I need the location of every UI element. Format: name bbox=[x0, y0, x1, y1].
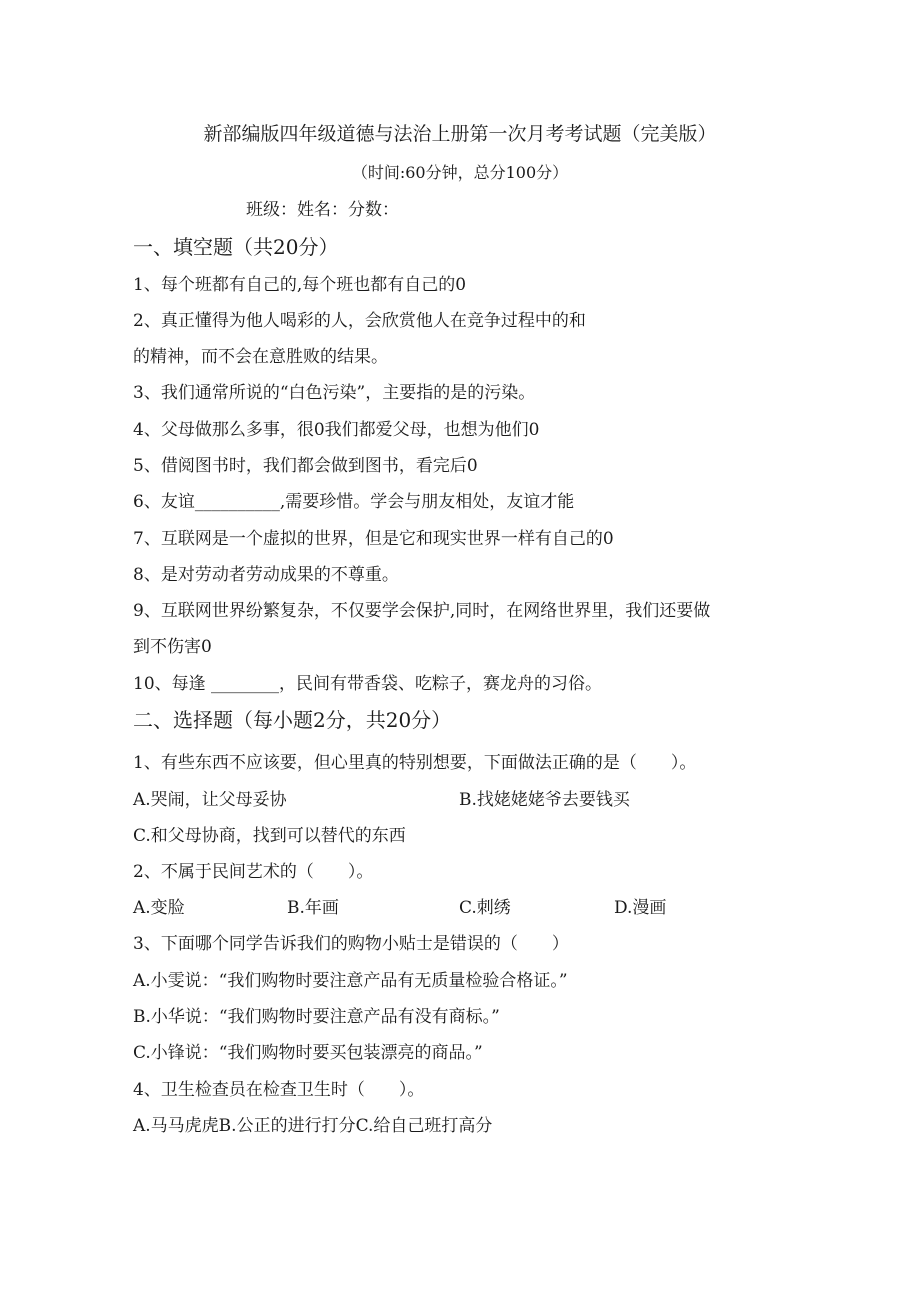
question-stem: 1、有些东西不应该要，但心里真的特别想要，下面做法正确的是（ ）。 bbox=[133, 753, 697, 773]
student-info-fields: 班级：姓名：分数： bbox=[246, 200, 399, 220]
question-stem: 2、不属于民间艺术的（ ）。 bbox=[133, 862, 374, 882]
section-heading-multiple-choice: 二、选择题（每小题2分，共20分） bbox=[133, 708, 452, 732]
question-line: 7、互联网是一个虚拟的世界，但是它和现实世界一样有自己的0 bbox=[133, 529, 614, 549]
choice-option: A.哭闹，让父母妥协 bbox=[133, 790, 287, 810]
choice-option: B.找姥姥姥爷去要钱买 bbox=[459, 790, 630, 810]
question-line: 8、是对劳动者劳动成果的不尊重。 bbox=[133, 565, 399, 585]
question-line: 5、借阅图书时，我们都会做到图书，看完后0 bbox=[133, 456, 478, 476]
question-stem: 3、下面哪个同学告诉我们的购物小贴士是错误的（ ） bbox=[133, 934, 569, 954]
page-title: 新部编版四年级道德与法治上册第一次月考考试题（完美版） bbox=[203, 123, 717, 145]
question-line: 3、我们通常所说的“白色污染”，主要指的是的污染。 bbox=[133, 383, 536, 403]
question-line: 4、父母做那么多事，很0我们都爱父母，也想为他们0 bbox=[133, 420, 540, 440]
question-line: 6、友谊__________,需要珍惜。学会与朋友相处，友谊才能 bbox=[133, 492, 575, 512]
exam-time-info: （时间:60分钟，总分100分） bbox=[351, 163, 569, 182]
question-line: 1、每个班都有自己的,每个班也都有自己的0 bbox=[133, 275, 467, 295]
choice-option: C.刺绣 bbox=[459, 898, 511, 918]
choice-option: C.小锋说：“我们购物时要买包装漂亮的商品。” bbox=[133, 1043, 483, 1063]
question-line: 2、真正懂得为他人喝彩的人，会欣赏他人在竞争过程中的和 bbox=[133, 311, 586, 331]
question-stem: 4、卫生检查员在检查卫生时（ ）。 bbox=[133, 1080, 425, 1100]
choice-option: A.小雯说：“我们购物时要注意产品有无质量检验合格证。” bbox=[133, 971, 568, 991]
choice-option: D.漫画 bbox=[614, 898, 667, 918]
choice-option: A.变脸 bbox=[133, 898, 185, 918]
section-heading-fill-blank: 一、填空题（共20分） bbox=[133, 235, 339, 259]
choice-option: A.马马虎虎B.公正的进行打分C.给自己班打高分 bbox=[133, 1116, 493, 1136]
question-line: 9、互联网世界纷繁复杂，不仅要学会保护,同时，在网络世界里，我们还要做 bbox=[133, 601, 711, 621]
question-line: 到不伤害0 bbox=[133, 637, 212, 657]
choice-option: B.年画 bbox=[287, 898, 339, 918]
choice-option: B.小华说：“我们购物时要注意产品有没有商标。” bbox=[133, 1007, 500, 1027]
question-line: 的精神，而不会在意胜败的结果。 bbox=[133, 347, 388, 367]
question-line: 10、每逢 ________，民间有带香袋、吃粽子，赛龙舟的习俗。 bbox=[133, 674, 603, 694]
choice-option: C.和父母协商，找到可以替代的东西 bbox=[133, 826, 406, 846]
